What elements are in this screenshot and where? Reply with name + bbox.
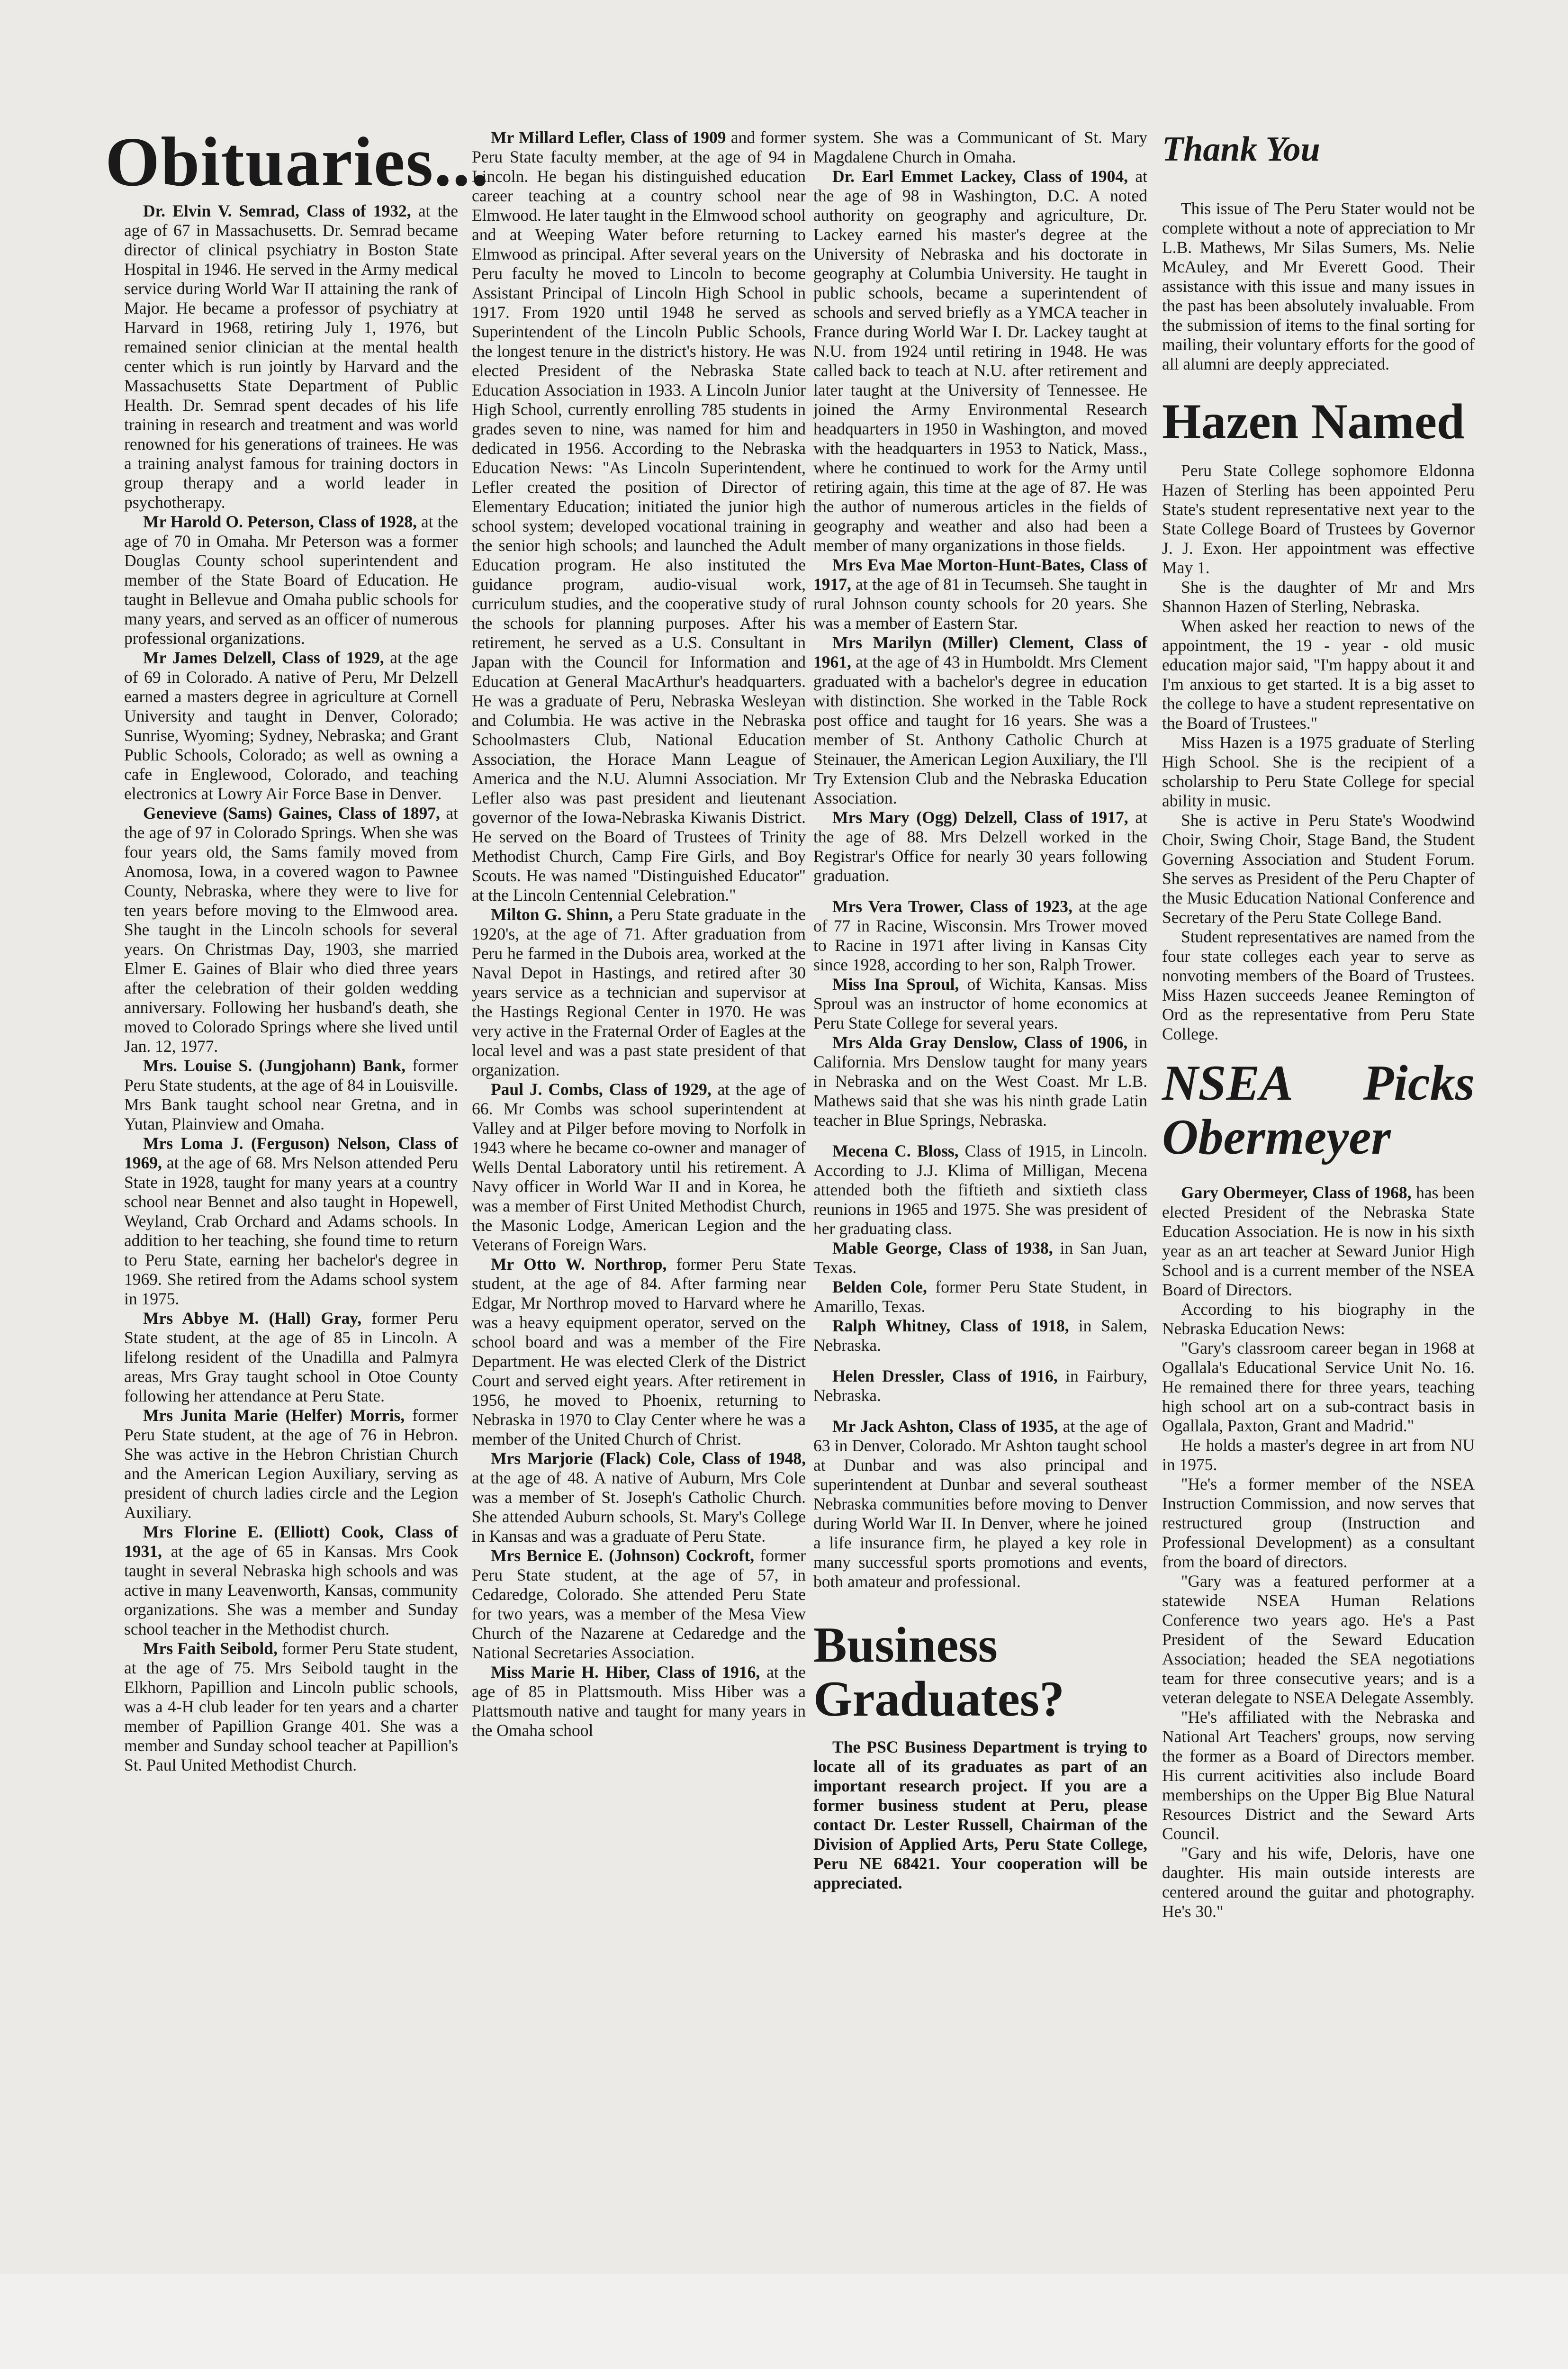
hazen-paragraph: Peru State College sophomore Eldonna Hazen of Sterling has been appointed Peru State's student representative next year to the State College Board of Trustees by Governor J. J. Exon. Her appointment was effective May 1. <box>1162 461 1475 577</box>
obituary-paragraph: system. She was a Communicant of St. Mary Magdalene Church in Omaha. <box>813 128 1147 166</box>
hazen-paragraph: She is active in Peru State's Woodwind Choir, Swing Choir, Stage Band, the Student Governing Association and Student Forum. She serves as President of the Peru Chapter of the Music Education National Conference and Secretary of the Peru State College Band. <box>1162 811 1475 927</box>
obituaries-column-2 <box>472 128 806 1740</box>
thank-you-text: This issue of The Peru Stater would not be complete without a note of appreciation to Mr L.B. Mathews, Mr Silas Sumers, Ms. Nelie McAuley, and Mr Everett Good. Their assistance with this issue and many issues in the past has been absolutely invaluable. From the submission of items to the final sorting for mailing, their voluntary efforts for the good of all alumni are deeply appreciated. <box>1162 199 1475 373</box>
obituary-paragraph: Mr Millard Lefler, Class of 1909 and former Peru State faculty member, at the age of 94 in Lincoln. He began his distinguished education career teaching at a country school near Elmwood. He later taught in the Elmwood school and at Weeping Water before returning to Elmwood as principal. After several years on the Peru faculty he moved to Lincoln to become Assistant Principal of Lincoln High School in 1917. From 1920 until 1948 he served as Superintendent of the Lincoln Public Schools, the longest tenure in the district's history. He was elected President of the Nebraska State Education Association in 1933. A Lincoln Junior High School, currently enrolling 785 students in grades seven to nine, was named for him and dedicated in 1956. According to the Nebraska Education News: "As Lincoln Superintendent, Lefler created the position of Director of Elementary Education; initiated the junior high school system; developed vocational training in the senior high schools; and launched the Adult Education program. He also instituted the guidance program, audio-visual work, curriculum studies, and the cooperative study of the schools for planning purposes. After his retirement, he served as a U.S. Consultant in Japan with the Council for Information and Education at General MacArthur's headquarters. He was a graduate of Peru, Nebraska Wesleyan and Columbia. He was active in the Nebraska Schoolmasters Club, National Education Association, the Horace Mann League of America and the N.U. Alumni Association. Mr Lefler also was past president and lieutenant governor of the Iowa-Nebraska Kiwanis District. He served on the Board of Trustees of Trinity Methodist Church, Camp Fire Girls, and Boy Scouts. He was named "Distinguished Educator" at the Lincoln Centennial Celebration." <box>472 128 806 904</box>
obituary-paragraph: Mrs Alda Gray Denslow, Class of 1906, in California. Mrs Denslow taught for many years in Nebraska and on the West Coast. Mr L.B. Mathews said that she was his ninth grade Latin teacher in Blue Springs, Nebraska. <box>813 1033 1147 1130</box>
obituary-paragraph: Paul J. Combs, Class of 1929, at the age of 66. Mr Combs was school superintendent at Valley and at Pilger before moving to Norfolk in 1943 where he became co-owner and manager of Wells Dental Laboratory until his retirement. A Navy officer in World War II and in Korea, he was a member of First United Methodist Church, the Masonic Lodge, American Legion and the Veterans of Foreign Wars. <box>472 1080 806 1254</box>
hazen-paragraph: Student representatives are named from the four state colleges each year to serve as nonvoting members of the Board of Trustees. Miss Hazen succeeds Jeanee Remington of Ord as the representative from Peru State College. <box>1162 927 1475 1043</box>
obituary-paragraph: Mrs Bernice E. (Johnson) Cockroft, former Peru State student, at the age of 57, in Cedaredge, Colorado. She attended Peru State for two years, was a member of the Mesa View Church of the Nazarene at Cedaredge and the National Secretaries Association. <box>472 1546 806 1662</box>
hazen-paragraph: She is the daughter of Mr and Mrs Shannon Hazen of Sterling, Nebraska. <box>1162 578 1475 616</box>
obituary-paragraph: Helen Dressler, Class of 1916, in Fairbury, Nebraska. <box>813 1366 1147 1405</box>
obituary-paragraph: Mr Jack Ashton, Class of 1935, at the age of 63 in Denver, Colorado. Mr Ashton taught school at Dunbar and was also principal and superintendent at Dunbar and several southeast Nebraska communities before moving to Denver during World War II. In Denver, where he joined a life insurance firm, he played a key role in many successful sports promotions and events, both amateur and professional. <box>813 1417 1147 1591</box>
obituary-paragraph: Miss Ina Sproul, of Wichita, Kansas. Miss Sproul was an instructor of home economics at Peru State College for several years. <box>813 975 1147 1032</box>
nsea-paragraph: "He's affiliated with the Nebraska and National Art Teachers' groups, now serving the former as a Board of Directors member. His current acitivities also include Board memberships on the Upper Big Blue Natural Resources District and the Seward Arts Council. <box>1162 1708 1475 1843</box>
sidebar-column <box>1162 128 1475 1921</box>
nsea-paragraph: According to his biography in the Nebraska Education News: <box>1162 1300 1475 1338</box>
obituary-paragraph: Mrs Loma J. (Ferguson) Nelson, Class of 1969, at the age of 68. Mrs Nelson attended Peru State in 1928, taught for many years at a country school near Bennet and also taught in Hopewell, Weyland, Crab Orchard and Adams schools. In addition to her teaching, she found time to return to Peru State, earning her bachelor's degree in 1969. She retired from the Adams school system in 1975. <box>124 1134 458 1308</box>
obituaries-column-1 <box>124 135 458 1775</box>
obituary-paragraph: Dr. Earl Emmet Lackey, Class of 1904, at the age of 98 in Washington, D.C. A noted authority on geography and agriculture, Dr. Lackey earned his master's degree at the University of Nebraska and his doctorate in geography at Columbia University. He taught in public schools, became a superintendent of schools and served briefly as a YMCA teacher in France during World War I. Dr. Lackey taught at N.U. from 1924 until retiring in 1948. He was called back to teach at N.U. after retirement and later taught at the University of Tennessee. He joined the Army Environmental Research headquarters in 1950 in Washington, and moved with the headquarters in 1953 to Natick, Mass., where he continued to work for the Army until retiring again, this time at the age of 87. He was the author of numerous articles in the fields of geography and weather and also had been a member of many organizations in those fields. <box>813 167 1148 555</box>
obituary-paragraph: Belden Cole, former Peru State Student, in Amarillo, Texas. <box>813 1277 1147 1316</box>
obituary-paragraph: Mrs Vera Trower, Class of 1923, at the age of 77 in Racine, Wisconsin. Mrs Trower moved to Racine in 1971 after living in Kansas City since 1928, according to her son, Ralph Trower. <box>813 897 1147 974</box>
nsea-paragraph: Gary Obermeyer, Class of 1968, has been elected President of the Nebraska State Education Association. He is now in his sixth year as an art teacher at Seward Junior High School and is a current member of the NSEA Board of Directors. <box>1162 1183 1475 1299</box>
obituary-paragraph: Dr. Elvin V. Semrad, Class of 1932, at the age of 67 in Massachusetts. Dr. Semrad became director of clinical psychiatry in Boston State Hospital in 1946. He served in the Army medical service during World War II attaining the rank of Major. He became a professor of psychiatry at Harvard in 1968, retiring July 1, 1976, but remained senior clinician at the mental health center which is run jointly by Harvard and the Massachusetts State Department of Public Health. Dr. Semrad spent decades of his life training in research and treatment and was world renowned for his generations of trainees. He was a training analyst famous for training doctors in group therapy and a world leader in psychotherapy. <box>124 201 458 512</box>
obituary-paragraph: Mrs Eva Mae Morton-Hunt-Bates, Class of 1917, at the age of 81 in Tecumseh. She taught in rural Johnson county schools for 20 years. She was a member of Eastern Star. <box>813 555 1147 633</box>
obituary-paragraph: Mecena C. Bloss, Class of 1915, in Lincoln. According to J.J. Klima of Milligan, Mecena attended both the fiftieth and sixtieth class reunions in 1965 and 1975. She was president of her graduating class. <box>813 1141 1147 1238</box>
nsea-paragraph: "He's a former member of the NSEA Instruction Commission, and now serves that restructured group (Instruction and Professional Development) as a consultant from the board of directors. <box>1162 1474 1475 1571</box>
obituary-paragraph: Mrs Faith Seibold, former Peru State student, at the age of 75. Mrs Seibold taught in the Elkhorn, Papillion and Lincoln public schools, was a 4-H club leader for ten years and a charter member of Papillion Grange 401. She was a member and Sunday school teacher at Papillion's St. Paul United Methodist Church. <box>124 1639 459 1774</box>
obituary-paragraph: Mable George, Class of 1938, in San Juan, Texas. <box>813 1239 1147 1277</box>
business-graduates-notice: The PSC Business Department is trying to locate all of its graduates as part of an important research project. If you are a former business student at Peru, please contact Dr. Lester Russell, Chairman of the Division of Applied Arts, Peru State College, Peru NE 68421. Your cooperation will be appreciated. <box>813 1737 1147 1892</box>
obituary-paragraph: Genevieve (Sams) Gaines, Class of 1897, at the age of 97 in Colorado Springs. When she was four years old, the Sams family moved from Anomosa, Iowa, in a covered wagon to Pawnee County, Nebraska, where they were to live for ten years before moving to the Elmwood area. She taught in the Lincoln schools for several years. On Christmas Day, 1903, she married Elmer E. Gaines of Blair who died three years after the celebration of their golden wedding anniversary. Following her husband's death, she moved to Colorado Springs where she lived until Jan. 12, 1977. <box>124 804 459 1056</box>
nsea-paragraph: "Gary was a featured performer at a statewide NSEA Human Relations Conference two years ago. He's a Past President of the Seward Education Association; headed the SEA negotiations team for three consecutive years; and is a veteran delegate to NSEA Delegate Assembly. <box>1162 1572 1475 1707</box>
obituary-paragraph: Ralph Whitney, Class of 1918, in Salem, Nebraska. <box>813 1316 1147 1355</box>
obituary-paragraph: Milton G. Shinn, a Peru State graduate in the 1920's, at the age of 71. After graduation from Peru he farmed in the Dubois area, worked at the Naval Depot in Hastings, and retired after 30 years service as a technician and supervisor at the Hastings Regional Center in 1970. He was very active in the Fraternal Order of Eagles at the local level and was a past state president of that organization. <box>472 905 806 1079</box>
hazen-paragraph: When asked her reaction to news of the appointment, the 19 - year - old music education major said, "I'm happy about it and I'm anxious to get started. It is a big asset to the college to have a student representative on the Board of Trustees." <box>1162 616 1475 732</box>
hazen-paragraph: Miss Hazen is a 1975 graduate of Sterling High School. She is the recipient of a scholarship to Peru State College for special ability in music. <box>1162 733 1475 810</box>
obituary-paragraph: Mrs Marjorie (Flack) Cole, Class of 1948, at the age of 48. A native of Auburn, Mrs Cole was a member of St. Joseph's Catholic Church. She attended Auburn schools, St. Mary's College in Kansas and was a graduate of Peru State. <box>472 1449 806 1546</box>
obituary-paragraph: Mrs. Louise S. (Jungjohann) Bank, former Peru State students, at the age of 84 in Louisville. Mrs Bank taught school near Gretna, and in Yutan, Plainview and Omaha. <box>124 1056 458 1133</box>
obituary-paragraph: Mrs Junita Marie (Helfer) Morris, former Peru State student, at the age of 76 in Hebron. She was active in the Hebron Christian Church and the American Legion Auxiliary, serving as president of church ladies circle and the Legion Auxiliary. <box>124 1406 458 1522</box>
obituary-paragraph: Mrs Abbye M. (Hall) Gray, former Peru State student, at the age of 85 in Lincoln. A lifelong resident of the Unadilla and Palmyra areas, Mrs Gray taught school in Otoe County following her attendance at Peru State. <box>124 1309 458 1405</box>
obituaries-column-3 <box>813 128 1147 1893</box>
nsea-paragraph: "Gary and his wife, Deloris, have one daughter. His main outside interests are centered around the guitar and photography. He's 30." <box>1162 1844 1475 1921</box>
business-graduates-headline: Business Graduates? <box>813 1617 1064 1727</box>
hazen-named-headline: Hazen Named <box>1162 394 1465 449</box>
obituary-paragraph: Mr James Delzell, Class of 1929, at the age of 69 in Colorado. A native of Peru, Mr Delzell earned a masters degree in agriculture at Cornell University and taught in Denver, Colorado; Sunrise, Wyoming; Sydney, Nebraska; and Grant Public Schools, Colorado; as well as owning a cafe in Englewood, Colorado, and teaching electronics at Lowry Air Force Base in Denver. <box>124 648 458 803</box>
nsea-paragraph: "Gary's classroom career began in 1968 at Ogallala's Educational Service Unit No. 16. He remained there for three years, teaching high school art on a sub-contract basis in Ogallala, Paxton, Grant and Madrid." <box>1162 1338 1475 1435</box>
obituary-paragraph: Mrs Marilyn (Miller) Clement, Class of 1961, at the age of 43 in Humboldt. Mrs Clement graduated with a bachelor's degree in education with distinction. She worked in the Table Rock post office and taught for 16 years. She was a member of St. Anthony Catholic Church at Steinauer, the American Legion Auxiliary, the I'll Try Extension Club and the Nebraska Education Association. <box>813 633 1147 807</box>
nsea-picks-headline: NSEA Picks Obermeyer <box>1162 1055 1475 1165</box>
obituaries-headline: Obituaries... <box>105 123 490 201</box>
obituary-paragraph: Mr Harold O. Peterson, Class of 1928, at the age of 70 in Omaha. Mr Peterson was a former Douglas County school superintendent and member of the State Board of Education. He taught in Bellevue and Omaha public schools for many years, and served as an officer of numerous professional organizations. <box>124 512 458 648</box>
obituary-paragraph: Mrs Florine E. (Elliott) Cook, Class of 1931, at the age of 65 in Kansas. Mrs Cook taught in several Nebraska high schools and was active in many Leavenworth, Kansas, community organizations. She was a member and Sunday school teacher in the Methodist church. <box>124 1522 458 1638</box>
nsea-paragraph: He holds a master's degree in art from NU in 1975. <box>1162 1436 1475 1474</box>
thank-you-headline: Thank You <box>1162 130 1320 169</box>
obituary-paragraph: Mrs Mary (Ogg) Delzell, Class of 1917, at the age of 88. Mrs Delzell worked in the Registrar's Office for nearly 30 years following graduation. <box>813 808 1148 885</box>
obituary-paragraph: Mr Otto W. Northrop, former Peru State student, at the age of 84. After farming near Edgar, Mr Northrop moved to Harvard where he was a heavy equipment operator, served on the school board and was a member of the Fire Department. He was elected Clerk of the District Court and served eight years. After retirement in 1956, he moved to Phoenix, returning to Nebraska in 1970 to Clay Center where he was a member of the United Church of Christ. <box>472 1255 806 1448</box>
obituary-paragraph: Miss Marie H. Hiber, Class of 1916, at the age of 85 in Plattsmouth. Miss Hiber was a Plattsmouth native and taught for many years in the Omaha school <box>472 1663 806 1740</box>
